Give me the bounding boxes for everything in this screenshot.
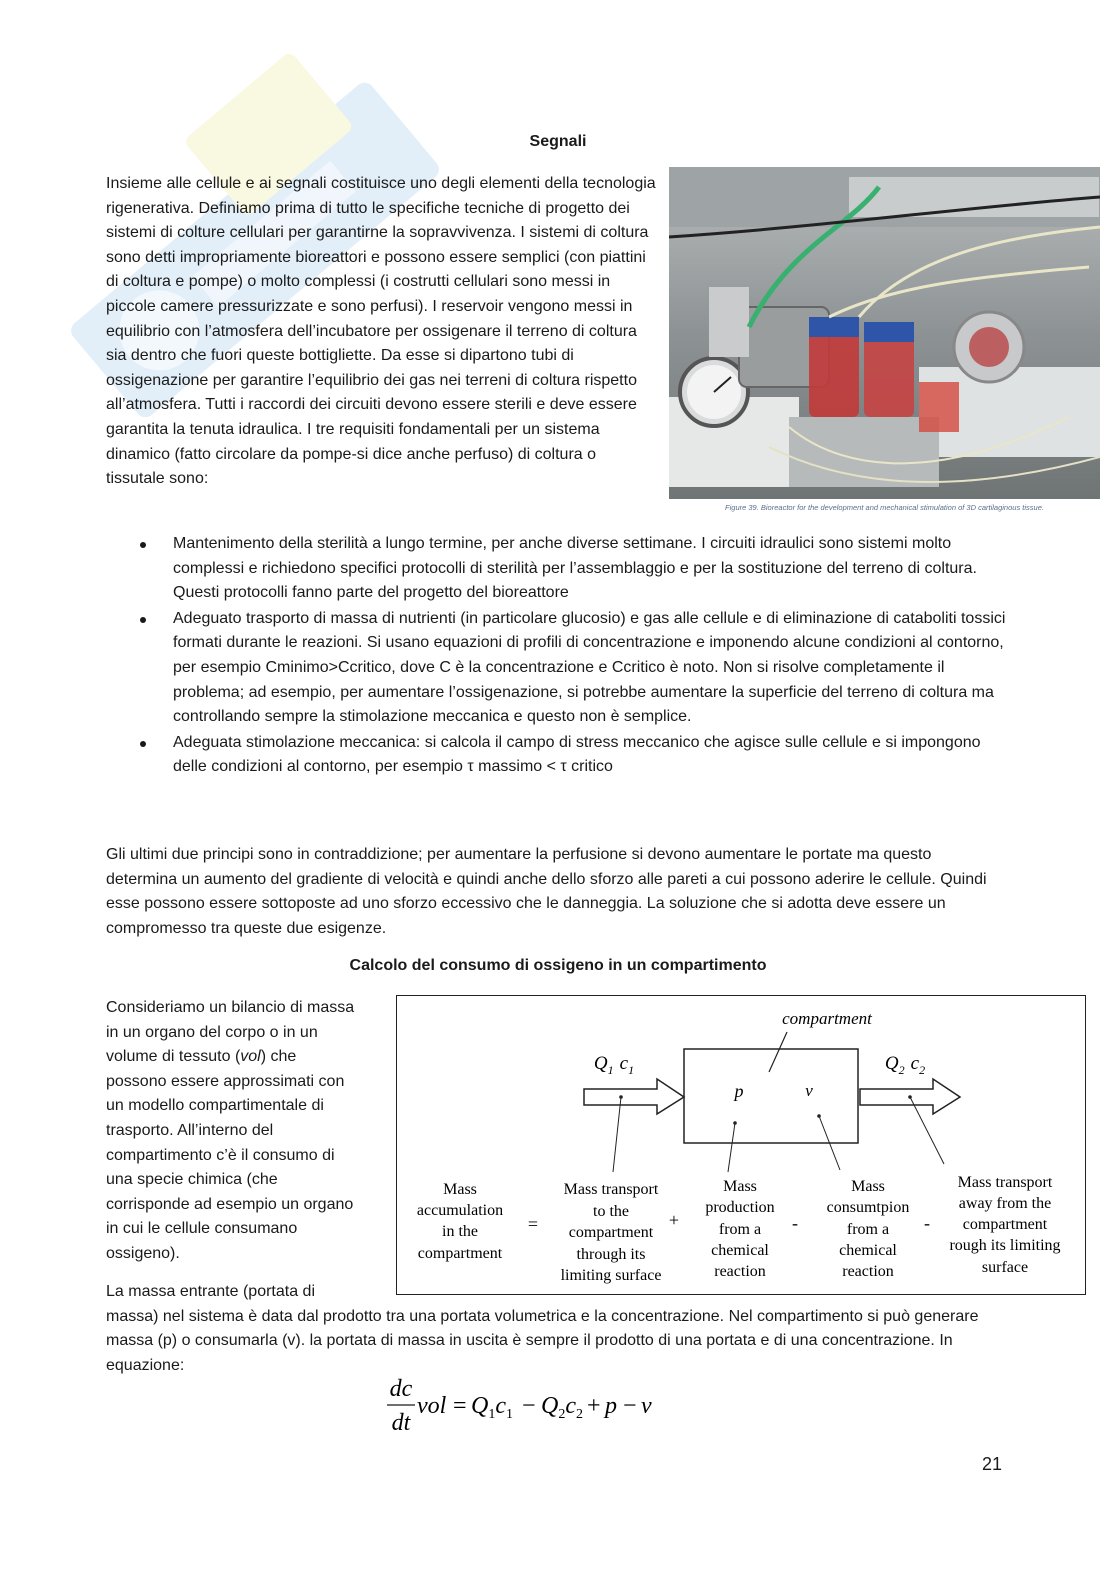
eq-c2-sub: 2	[576, 1407, 583, 1422]
term4-line: consumtpion	[826, 1199, 910, 1216]
outflow-q: Q	[884, 1053, 899, 1074]
eq-c1-sub: 1	[506, 1407, 513, 1422]
term-transport-in	[561, 1181, 662, 1284]
inflow-label	[594, 1053, 634, 1077]
page-number: 21	[982, 1454, 1003, 1474]
term4-line: from a	[846, 1221, 890, 1238]
inflow-q: Q	[593, 1053, 608, 1074]
term5-line: away from the	[958, 1195, 1052, 1212]
term3-line: reaction	[714, 1263, 766, 1280]
term1-line: Mass	[443, 1181, 477, 1198]
term2-line: compartment	[568, 1224, 654, 1241]
inflow-q-sub: 1	[607, 1063, 614, 1077]
outflow-label	[885, 1053, 925, 1077]
list-item	[106, 607, 1006, 730]
operator-equals: =	[527, 1214, 539, 1234]
eq-q1-sub: 1	[488, 1407, 496, 1422]
side-text-b: ) che possono essere approssimati con un modello compartimentale di trasporto. All’interno del compartimento c’è il consumo di una specie chimica (che corrisponde ad esempio un organo in cui le cellule consumano ossigeno).	[106, 1048, 354, 1262]
operator-minus: -	[924, 1213, 930, 1233]
eq-q2: Q	[541, 1393, 559, 1419]
lower-first-line: La massa entrante (portata di	[106, 1283, 316, 1300]
mass-balance-equation	[385, 1372, 685, 1442]
compartment-label: compartment	[782, 1009, 872, 1028]
eq-minus1: −	[522, 1393, 536, 1419]
bullet-icon	[140, 741, 146, 747]
intro-paragraph: Insieme alle cellule e ai segnali costituisce uno degli elementi della tecnologia rigenerativa. Definiamo prima di tutto le specifiche tecniche di progetto dei sistemi di colture cellulari per garantirne la sopravvivenza. I sistemi di coltura sono detti impropriamente bioreattori e possono essere semplici (con piattini di coltura e pompe) o molto complessi (i costrutti cellulari sono messi in piccole camere pressurizzate e sono perfusi). I reservoir vengono messi in equilibrio con l’atmosfera dell’incubatore per ossigenare il terreno di coltura sia dentro che fuori queste bottigliette. Da esse si dipartono tubi di ossigenazione per garantire l’equilibrio dei gas nei terreni di coltura rispetto all’atmosfera. Tutti i raccordi dei circuiti devono essere sterili e deve essere garantita la tenuta idraulica. I tre requisiti fondamentali per un sistema dinamico (fatto circolare da pompe-si dice anche perfuso) di coltura o tissutale sono:	[106, 175, 656, 488]
list-item-text: Mantenimento della sterilità a lungo termine, per anche diverse settimane. I circuiti idraulici sono sistemi molto complessi e richiedono specifici protocolli di sterilità per l’assemblaggio e per la sostituzione del terreno di coltura. Questi protocolli fanno parte del progetto del bioreattore	[173, 535, 977, 602]
term-transport-out	[949, 1174, 1060, 1276]
side-text-a: Consideriamo un bilancio di massa in un organo del corpo o in un volume di tessuto (	[106, 999, 355, 1066]
term1-line: in the	[442, 1223, 478, 1240]
eq-num: dc	[389, 1376, 413, 1402]
eq-minus2: −	[623, 1393, 637, 1419]
eq-c1: c	[495, 1393, 506, 1419]
term1-line: accumulation	[416, 1202, 504, 1219]
requirements-list	[106, 532, 1006, 781]
term5-line: rough its limiting	[949, 1237, 1061, 1254]
eq-den: dt	[391, 1410, 411, 1436]
outflow-c: c	[910, 1053, 920, 1074]
term2-line: through its	[576, 1246, 646, 1263]
term4-line: Mass	[851, 1178, 885, 1195]
inflow-arrow	[584, 1079, 684, 1114]
term-production	[705, 1178, 774, 1280]
side-text-vol: vol	[240, 1048, 261, 1066]
page-title: Segnali	[529, 133, 587, 150]
eq-p: p	[605, 1393, 617, 1419]
list-item	[106, 532, 1006, 606]
outflow-q-sub: 2	[898, 1063, 905, 1077]
list-item-text: Adeguata stimolazione meccanica: si calcola il campo di stress meccanico che agisce sulle cellule e si impongono delle condizioni al contorno, per esempio τ massimo < τ critico	[173, 733, 981, 776]
eq-v: v	[641, 1393, 652, 1419]
term-accumulation	[417, 1181, 503, 1262]
eq-term-in	[471, 1393, 513, 1422]
term5-line: Mass transport	[957, 1174, 1053, 1191]
inflow-c-sub: 1	[628, 1063, 635, 1077]
side-paragraph	[106, 996, 358, 1267]
operator-minus: -	[792, 1213, 798, 1233]
operator-plus: +	[668, 1210, 680, 1230]
section-title: Calcolo del consumo di ossigeno in un compartimento	[349, 957, 767, 974]
term3-line: from a	[718, 1221, 762, 1238]
lower-paragraph	[106, 1280, 1006, 1378]
term3-line: production	[705, 1199, 775, 1216]
term1-line: compartment	[417, 1245, 503, 1262]
eq-plus: +	[587, 1393, 601, 1419]
eq-vol: vol	[417, 1393, 447, 1419]
outflow-c-sub: 2	[919, 1063, 926, 1077]
eq-equals: =	[453, 1393, 467, 1419]
bullet-icon	[140, 617, 146, 623]
contradiction-paragraph: Gli ultimi due principi sono in contraddizione; per aumentare la perfusione si devono aumentare le portate ma questo determina un aumento del gradiente di velocità e quindi anche dello sforzo alle pareti a cui possono aderire le cellule. Quindi esse possono essere sottoposte ad uno sforzo eccessivo che le danneggia. La soluzione che si adotta deve essere un compromesso tra queste due esigenze.	[106, 846, 987, 937]
inflow-c: c	[619, 1053, 629, 1074]
p-label: p	[734, 1081, 744, 1101]
eq-q1: Q	[471, 1393, 489, 1419]
term3-line: chemical	[711, 1242, 769, 1259]
term2-line: limiting surface	[560, 1267, 662, 1284]
lower-rest: massa) nel sistema è data dal prodotto tra una portata volumetrica e la concentrazione. Nel compartimento si può generare massa (p) o consumarla (v). la portata di massa in uscita è sempre il prodotto di una portata e di una concentrazione. In equazione:	[106, 1307, 979, 1374]
bullet-icon	[140, 542, 146, 548]
term5-line: compartment	[962, 1216, 1048, 1233]
term-consumption	[827, 1178, 910, 1280]
term5-line: surface	[981, 1259, 1029, 1276]
term2-line: to the	[593, 1203, 629, 1220]
list-item-text: Adeguato trasporto di massa di nutrienti (in particolare glucosio) e gas alle cellule e di eliminazione di cataboliti tossici formati durante le reazioni. Si usano equazioni di profili di concentrazione e imponendo alcune condizioni al contorno, per esempio Cminimo>Ccritico, dove C è la concentrazione e Ccritico è noto. Non si risolve completamente il problema; ad esempio, per aumentare l’ossigenazione, si potrebbe aumentare la superficie del terreno di coltura ma controllando sempre la stimolazione meccanica e questo non è semplice.	[173, 609, 1006, 726]
eq-term-out	[541, 1393, 583, 1422]
list-item	[106, 731, 1006, 780]
eq-c2: c	[565, 1393, 576, 1419]
compartment-diagram	[396, 995, 1086, 1295]
compartment-box	[684, 1049, 858, 1143]
term4-line: reaction	[842, 1263, 894, 1280]
bioreactor-photo	[669, 167, 1100, 499]
term3-line: Mass	[723, 1178, 757, 1195]
term4-line: chemical	[839, 1242, 897, 1259]
v-label: v	[805, 1081, 813, 1100]
eq-q2-sub: 2	[558, 1407, 566, 1422]
figure-caption: Figure 39. Bioreactor for the development and mechanical stimulation of 3D cartilaginous tissue.	[725, 503, 1044, 512]
term2-line: Mass transport	[563, 1181, 659, 1198]
